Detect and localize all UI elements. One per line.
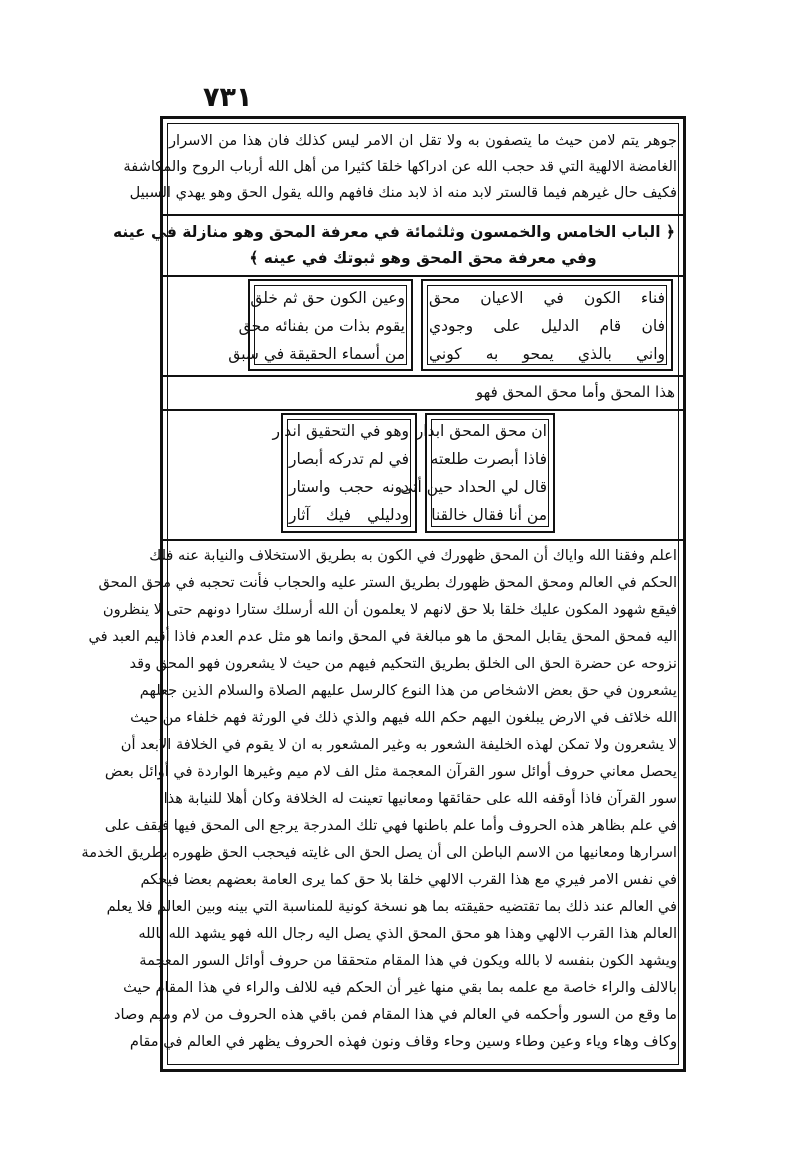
poem2-left-box (272, 413, 417, 533)
body-line: الحكم في العالم ومحق المحق ظهورك بطريق الستر عليه والحجاب فأنت تحجبه في محق المحق (98, 574, 677, 591)
poem1-right-box (421, 279, 673, 371)
transition-line: هذا المحق وأما محق المحق فهو (475, 383, 675, 401)
poem2-right-box (400, 413, 555, 533)
body-line: فيقع شهود المكون عليك خلقا بلا حق لانهم لا يعلمون أن الله أرسلك ستارا دونهم حتى لا ينظرون (102, 601, 677, 618)
verse-line: دونه حجب واستار (289, 478, 409, 496)
body-line: يحصل معاني حروف أوائل سور القرآن المعجمة مثل الف لام ميم وغيرها الواردة في أوائل بعض (104, 763, 677, 780)
verse-line: وهو في التحقيق اندار (272, 422, 409, 440)
section-divider (163, 539, 683, 541)
verse-line: ودليلي فيك آثار (289, 506, 409, 524)
verse-line: ان محق المحق ابدار (415, 422, 547, 440)
verse-line: فان قام الدليل على وجودي (429, 317, 665, 335)
body-line: في علم بظاهر هذه الحروف وأما علم باطنها فهي تلك المدرجة يرجع الى المحق فيها فيقف على (104, 817, 677, 834)
body-line: العالم هذا القرب الالهي وهذا هو محق المحق الذي يصل اليه رجال الله فهو يشهد الله بالله (138, 925, 677, 942)
body-line: وكاف وهاء وياء وعين وطاء وسين وحاء وقاف ونون فهذه الحروف يظهر في العالم في مقام (129, 1033, 677, 1050)
body-line: اليه فمحق المحق يقابل المحق ما هو مبالغة في المحق وانما هو مثل عدم العدم فاذا أقيم العبد في (88, 628, 677, 645)
poem1-left-box (228, 279, 413, 371)
verse-line: فناء الكون في الاعيان محق (429, 289, 665, 307)
body-line: بالالف والراء خاصة مع علمه بما بقي منها غير أن الحكم فيه للالف والراء في هذا المقام حيث (123, 979, 677, 996)
body-line: سور القرآن فاذا أوقفه الله على حقائقها ومعانيها تعينت له الخلافة وكان أهلا للنيابة هذا (163, 790, 677, 807)
section-divider (163, 409, 683, 411)
body-line: لا يشعرون ولا تمكن لهذه الخليفة الشعور به وغير المشعور به ان لا يقوم في الخلافة الابعد أن (120, 736, 677, 753)
body-line: نزوحه عن حضرة الحق الى الخلق بطريق التحكيم فيهم من حيث لا يشعرون فهو المحق وقد (129, 655, 677, 672)
top-line: جوهر يتم لامن حيث ما يتصفون به ولا تقل ان الامر ليس كذلك فان هذا من الاسرار (169, 132, 677, 149)
body-line: يشعرون في حق بعض الاشخاص من هذا النوع كالرسل عليهم الصلاة والسلام الذين جعلهم (139, 682, 677, 699)
body-line: اسرارها ومعانيها من الاسم الباطن الى أن يصل الحق الى غايته فيحجب الحق ظهوره بطريق الخدمة (81, 844, 677, 861)
verse-line: من أنا فقال خالقنا (431, 506, 547, 524)
verse-line: من أسماء الحقيقة في سبق (228, 345, 405, 363)
chapter-heading-line: وفي معرفة محق المحق وهو ثبوتك في عينه ﴾ (249, 249, 597, 267)
body-line: الله خلائف في الارض يبلغون اليهم حكم الله فيهم والذي ذلك في الورثة فهم خلفاء من حيث (130, 709, 677, 726)
page-number: ٧٣١ (203, 82, 253, 113)
section-divider (163, 275, 683, 277)
verse-line: في لم تدركه أبصار (288, 450, 409, 468)
text-frame (81, 116, 686, 1072)
body-line: ويشهد الكون بنفسه لا بالله ويكون في هذا المقام متحققا من حروف أوائل السور المعجمة (139, 952, 677, 969)
section-divider (163, 375, 683, 377)
chapter-heading-line: ﴿ الباب الخامس والخمسون وثلثمائة في معرفة المحق وهو منازلة في عينه (112, 223, 675, 241)
verse-line: فاذا أبصرت طلعته (430, 450, 547, 468)
body-line: في نفس الامر فيري مع هذا القرب الالهي خلقا بلا حق كما يرى العامة بعضهم بعضا فيحكم (140, 871, 677, 888)
top-line: فكيف حال غيرهم فيما قالستر لابد منه اذ لابد منك فافهم والله يقول الحق وهو يهدي السبيل (129, 184, 677, 201)
body-line: اعلم وفقنا الله واياك أن المحق ظهورك في الكون به بطريق الاستخلاف والنيابة عنه فلك (149, 547, 677, 564)
body-line: في العالم عند ذلك بما تقتضيه حقيقته بما هو نسخة كونية للمناسبة التي بينه وبين العالم فلا يعلم (106, 898, 677, 915)
top-line: الغامضة الالهية التي قد حجب الله عن ادراكها خلقا كثيرا من أهل الله أرباب الروح والمكاشفة (123, 158, 677, 175)
verse-line: قال لي الحداد حين أتى (400, 478, 547, 496)
section-divider (163, 214, 683, 216)
body-line: ما وقع من السور وأحكمه في العالم في هذا المقام فمن باقي هذه الحروف من لام وميم وصاد (113, 1006, 677, 1023)
verse-line: وعين الكون حق ثم خلق (250, 289, 405, 307)
verse-line: واني بالذي يمحو به كوني (429, 345, 665, 363)
verse-line: يقوم بذات من بفنائه محق (238, 317, 405, 335)
